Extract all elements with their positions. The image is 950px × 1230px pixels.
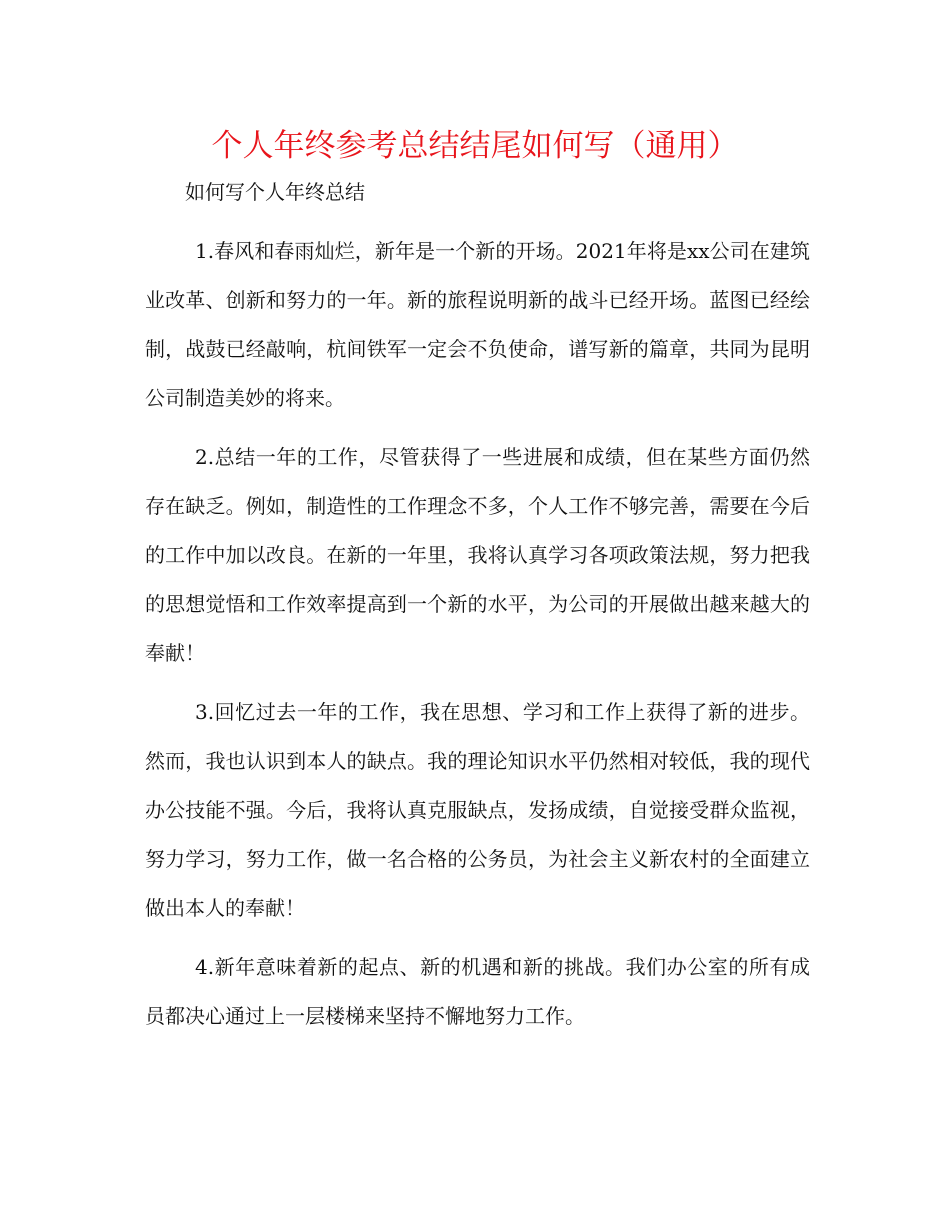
paragraph-4: 4.新年意味着新的起点、新的机遇和新的挑战。我们办公室的所有成员都决心通过上一层楼梯来坚持不懈地努力工作。 — [145, 955, 810, 1028]
document-subtitle: 如何写个人年终总结 — [185, 180, 365, 204]
document-body — [145, 168, 810, 1041]
paragraph-2: 2.总结一年的工作，尽管获得了一些进展和成绩，但在某些方面仍然存在缺乏。例如，制造性的工作理念不多，个人工作不够完善，需要在今后的工作中加以改良。在新的一年里，我将认真学习各项政策法规，努力把我的思想觉悟和工作效率提高到一个新的水平，为公司的开展做出越来越大的奉献！ — [145, 445, 810, 665]
paragraph-3: 3.回忆过去一年的工作，我在思想、学习和工作上获得了新的进步。然而，我也认识到本人的缺点。我的理论知识水平仍然相对较低，我的现代办公技能不强。今后，我将认真克服缺点，发扬成绩，自觉接受群众监视，努力学习，努力工作，做一名合格的公务员，为社会主义新农村的全面建立做出本人的奉献！ — [145, 700, 810, 920]
page-title: 个人年终参考总结结尾如何写（通用） — [211, 128, 739, 164]
paragraph-1: 1.春风和春雨灿烂，新年是一个新的开场。2021年将是xx公司在建筑业改革、创新和努力的一年。新的旅程说明新的战斗已经开场。蓝图已经绘制，战鼓已经敲响，杭间铁军一定会不负使命，谱写新的篇章，共同为昆明公司制造美妙的将来。 — [145, 239, 810, 410]
